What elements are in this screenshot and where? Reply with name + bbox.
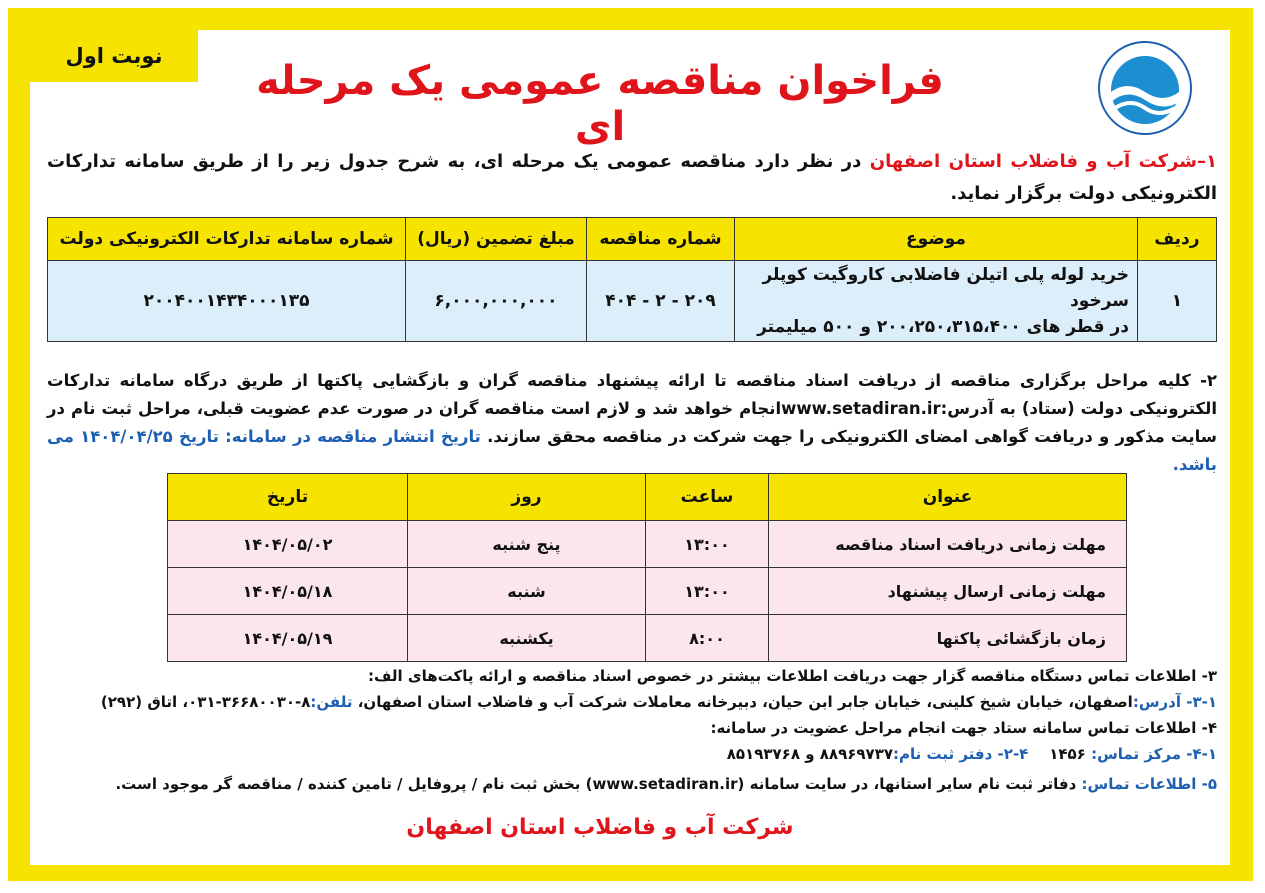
water-company-logo-icon (1097, 40, 1193, 136)
tender-table (47, 217, 1217, 342)
intro-text: در نظر دارد مناقصه عمومی یک مرحله ای، به شرح جدول زیر را از طریق سامانه تدارکات الکترونیکی دولت برگزار نماید. (47, 151, 1217, 204)
subject-line-1: خرید لوله پلی اتیلن فاضلابی کاروگیت کوپلر سرخود (762, 265, 1129, 311)
contact-section-4: ۴- اطلاعات تماس سامانه ستاد جهت انجام مراحل عضویت در سامانه: (710, 719, 1217, 737)
registration-office-value: ۸۸۹۶۹۷۳۷ و ۸۵۱۹۳۷۶۸ (726, 745, 894, 763)
th-guarantee: مبلغ تضمین (ریال) (406, 218, 587, 261)
intro-company: شرکت آب و فاضلاب استان اصفهان (869, 151, 1197, 172)
table-row (168, 568, 1127, 615)
call-center-label: ۴-۱- مرکز تماس: (1091, 745, 1217, 763)
schedule-table-header (168, 474, 1127, 521)
publish-date: تاریخ انتشار مناقصه در سامانه: تاریخ ۱۴۰۴/۰۴/۲۵ می باشد. (47, 427, 1217, 474)
cell-index: ۱ (1138, 261, 1217, 342)
call-center-value: ۱۴۵۶ (1049, 745, 1086, 763)
th-tender-number: شماره مناقصه (587, 218, 735, 261)
page-title: فراخوان مناقصه عمومی یک مرحله ای (256, 58, 944, 150)
row-title: مهلت زمانی دریافت اسناد مناقصه (769, 521, 1127, 568)
row-date: ۱۴۰۴/۰۵/۱۸ (168, 568, 408, 615)
contact-info-label: ۵- اطلاعات تماس: (1081, 775, 1217, 793)
th-time: ساعت (646, 474, 769, 521)
th-day: روز (408, 474, 646, 521)
contact-address-line (47, 693, 1217, 711)
row-day: یکشنبه (408, 615, 646, 662)
contact-info-text: دفاتر ثبت نام سایر استانها، در سایت سامانه (www.setadiran.ir) بخش ثبت نام / پروفایل / تامین کننده / مناقصه گر موجود است. (115, 775, 1077, 793)
contact-section-3: ۳- اطلاعات تماس دستگاه مناقصه گزار جهت دریافت اطلاعات بیشتر در خصوص اسناد مناقصه و ارائه پاکت‌های الف: (368, 667, 1217, 685)
cell-subject (735, 261, 1138, 342)
th-index: ردیف (1138, 218, 1217, 261)
section-2-text-b: انجام خواهد شد و لازم است مناقصه گران در صورت عدم عضویت قبلی، مراحل ثبت نام در سایت مذکور و دریافت گواهی امضای الکترونیکی را جهت شرکت در مناقصه محقق سازند. (47, 399, 1218, 446)
row-date: ۱۴۰۴/۰۵/۰۲ (168, 521, 408, 568)
row-time: ۸:۰۰ (646, 615, 769, 662)
row-time: ۱۳:۰۰ (646, 521, 769, 568)
cell-guarantee: ۶,۰۰۰,۰۰۰,۰۰۰ (406, 261, 587, 342)
website-link[interactable]: www.setadiran.ir (781, 399, 941, 418)
round-label: نوبت اول (30, 30, 198, 82)
th-date: تاریخ (168, 474, 408, 521)
th-subject: موضوع (735, 218, 1138, 261)
row-title: مهلت زمانی ارسال پیشنهاد (769, 568, 1127, 615)
section-2-paragraph (47, 367, 1217, 479)
th-system-number: شماره سامانه تدارکات الکترونیکی دولت (48, 218, 406, 261)
row-title: زمان بازگشائی پاکتها (769, 615, 1127, 662)
address-text: اصفهان، خیابان شیخ کلینی، خیابان جابر ابن حیان، دبیرخانه معاملات شرکت آب و فاضلاب استان اصفهان، (357, 693, 1133, 711)
row-day: شنبه (408, 568, 646, 615)
intro-number: ۱– (1197, 151, 1217, 172)
intro-paragraph (47, 146, 1217, 210)
row-day: پنج شنبه (408, 521, 646, 568)
row-date: ۱۴۰۴/۰۵/۱۹ (168, 615, 408, 662)
registration-office-label: ۴-۲- دفتر ثبت نام: (893, 745, 1029, 763)
tender-table-header (48, 218, 1217, 261)
section-2-text-a: ۲- کلیه مراحل برگزاری مناقصه از دریافت اسناد مناقصه تا ارائه پیشنهاد مناقصه گران و بازگشایی پاکتها از طریق درگاه سامانه تدارکات الکترونیکی دولت (ستاد) به آدرس: (47, 371, 1218, 418)
table-row (168, 615, 1127, 662)
footer-company: شرکت آب و فاضلاب استان اصفهان (406, 815, 794, 840)
row-time: ۱۳:۰۰ (646, 568, 769, 615)
subject-line-2: در قطر های ۲۰۰،۲۵۰،۳۱۵،۴۰۰ و ۵۰۰ میلیمتر (757, 317, 1129, 337)
phone-value: ۸-۳۶۶۸۰۰۳۰-۰۳۱، اتاق (۲۹۲) (100, 693, 311, 711)
contact-call-center-line (47, 745, 1217, 763)
phone-label: تلفن: (310, 693, 353, 711)
table-row (48, 261, 1217, 342)
th-title: عنوان (769, 474, 1127, 521)
table-row (168, 521, 1127, 568)
contact-section-5 (47, 775, 1217, 793)
schedule-table (167, 473, 1127, 662)
cell-tender-number: ۲۰۹ - ۲ - ۴۰۴ (587, 261, 735, 342)
address-label: ۳-۱- آدرس: (1132, 693, 1217, 711)
cell-system-number: ۲۰۰۴۰۰۱۴۳۴۰۰۰۱۳۵ (48, 261, 406, 342)
